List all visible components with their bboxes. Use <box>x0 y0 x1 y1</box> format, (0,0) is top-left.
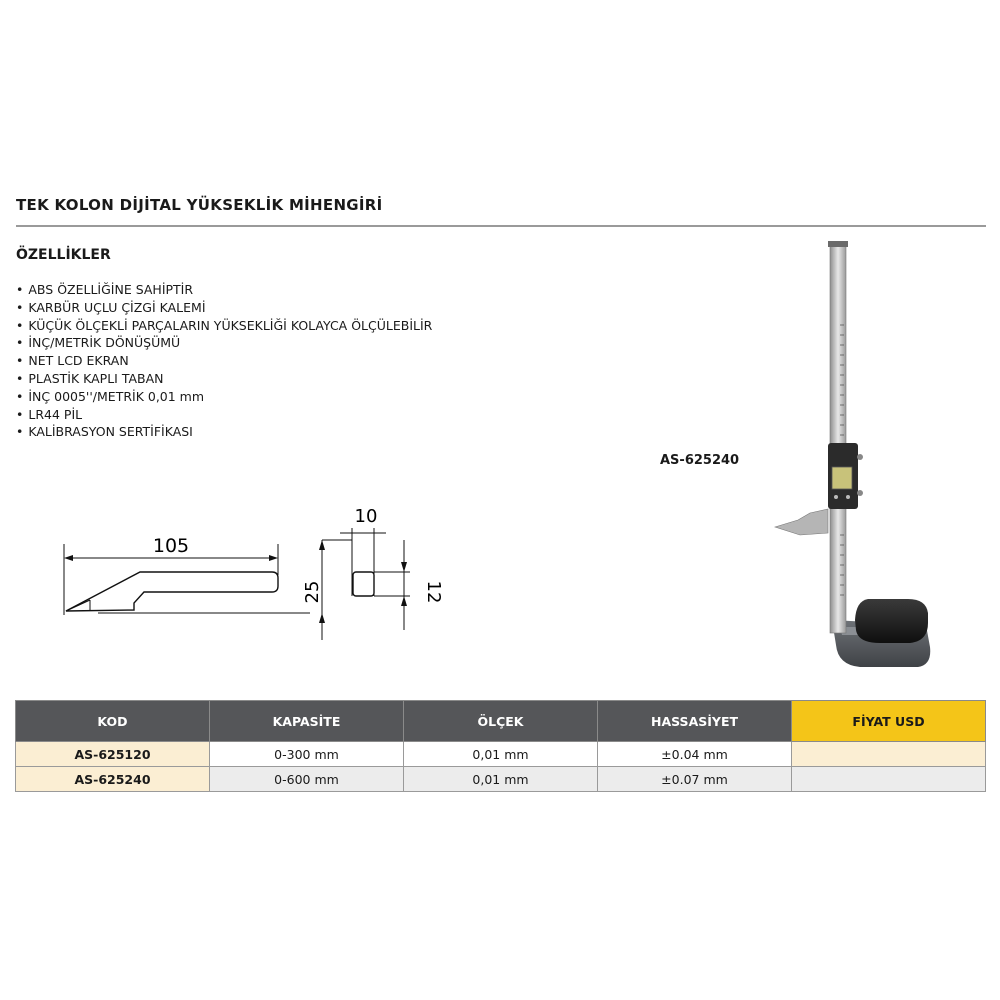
cell-scale: 0,01 mm <box>404 767 598 792</box>
table-row <box>16 767 986 792</box>
features-heading: ÖZELLİKLER <box>16 247 111 263</box>
page-title: TEK KOLON DİJİTAL YÜKSEKLİK MİHENGİRİ <box>16 196 383 214</box>
spec-table <box>15 700 986 792</box>
column-header-capacity: KAPASİTE <box>210 701 404 742</box>
scriber-drawing <box>40 500 450 650</box>
thickness-label: 12 <box>423 580 444 604</box>
column-header-code: KOD <box>16 701 210 742</box>
table-header-row <box>16 701 986 742</box>
feature-item: • KARBÜR UÇLU ÇİZGİ KALEMİ <box>16 299 432 317</box>
table-row <box>16 742 986 767</box>
gauge-column <box>830 243 846 633</box>
feature-item: • NET LCD EKRAN <box>16 352 432 370</box>
arrow-head <box>401 562 407 572</box>
cell-code: AS-625120 <box>16 742 210 767</box>
gauge-button <box>834 495 838 499</box>
gauge-button <box>846 495 850 499</box>
feature-item: • İNÇ 0005''/METRİK 0,01 mm <box>16 388 432 406</box>
column-header-scale: ÖLÇEK <box>404 701 598 742</box>
cell-accuracy: ±0.07 mm <box>598 767 792 792</box>
cell-price <box>792 742 986 767</box>
gauge-knob <box>857 454 863 460</box>
feature-item: • İNÇ/METRİK DÖNÜŞÜMÜ <box>16 334 432 352</box>
cell-price <box>792 767 986 792</box>
length-label: 105 <box>152 535 190 557</box>
height-gauge-image <box>770 235 970 685</box>
arrow-head <box>401 596 407 606</box>
cell-code: AS-625240 <box>16 767 210 792</box>
gauge-knob <box>857 490 863 496</box>
scriber-arm <box>775 509 828 535</box>
column-header-price: FİYAT USD <box>792 701 986 742</box>
lcd-display <box>832 467 852 489</box>
feature-item: • LR44 PİL <box>16 406 432 424</box>
cell-accuracy: ±0.04 mm <box>598 742 792 767</box>
gauge-base-pad <box>855 599 928 643</box>
feature-item: • ABS ÖZELLİĞİNE SAHİPTİR <box>16 281 432 299</box>
cross-section <box>353 572 374 596</box>
arrow-head <box>269 555 278 561</box>
scriber-profile <box>66 572 278 611</box>
scriber-edge <box>66 600 90 611</box>
title-divider <box>16 225 986 227</box>
gauge-column-cap <box>828 241 848 247</box>
height-label: 25 <box>302 580 323 604</box>
width-label: 10 <box>354 506 378 527</box>
arrow-head <box>319 613 325 623</box>
feature-item: • PLASTİK KAPLI TABAN <box>16 370 432 388</box>
product-model-label: AS-625240 <box>660 453 740 468</box>
cell-capacity: 0-300 mm <box>210 742 404 767</box>
arrow-head <box>319 540 325 550</box>
column-header-accuracy: HASSASİYET <box>598 701 792 742</box>
feature-item: • KÜÇÜK ÖLÇEKLİ PARÇALARIN YÜKSEKLİĞİ KOLAYCA ÖLÇÜLEBİLİR <box>16 317 432 335</box>
features-list <box>16 281 432 441</box>
arrow-head <box>64 555 73 561</box>
feature-item: • KALİBRASYON SERTİFİKASI <box>16 423 432 441</box>
cell-capacity: 0-600 mm <box>210 767 404 792</box>
cell-scale: 0,01 mm <box>404 742 598 767</box>
